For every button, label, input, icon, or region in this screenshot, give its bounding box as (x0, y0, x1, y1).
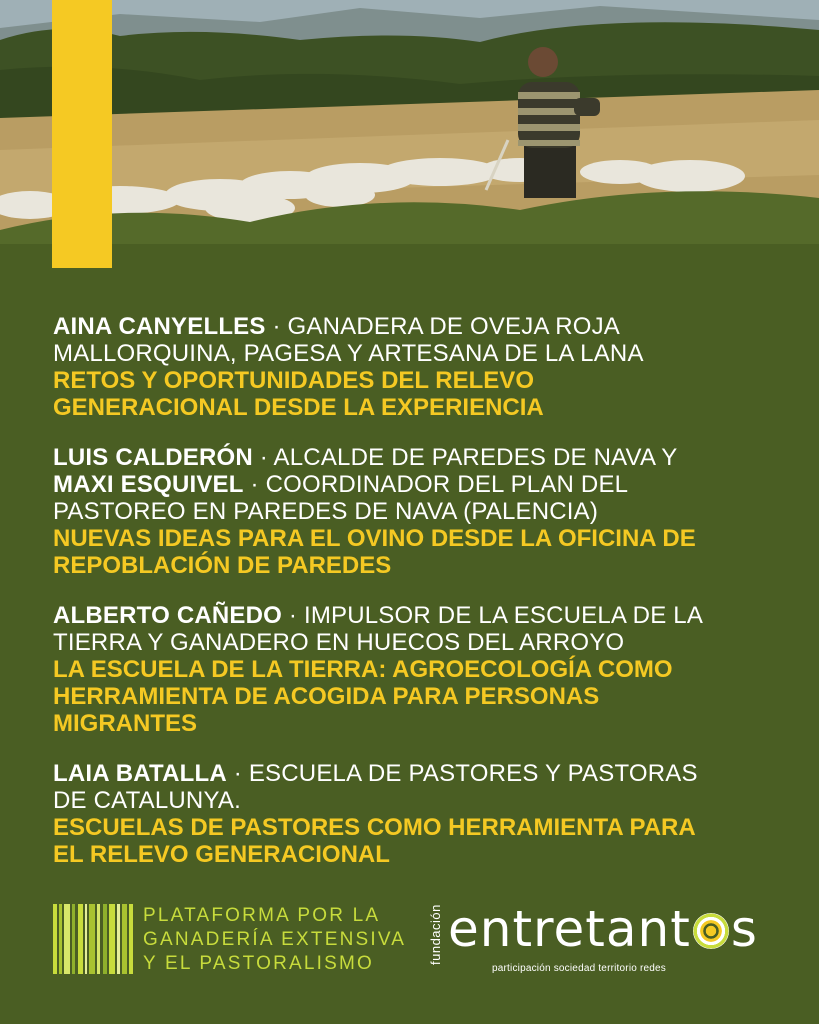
speaker-name: ALBERTO CAÑEDO (53, 602, 283, 629)
platform-line: PLATAFORMA POR LA (143, 905, 381, 926)
talk-title: NUEVAS IDEAS PARA EL OVINO DESDE LA OFICINA DE (53, 525, 696, 552)
speaker-role: · COORDINADOR DEL PLAN DEL (243, 471, 629, 498)
speaker-block (53, 760, 773, 868)
talk-title: LA ESCUELA DE LA TIERRA: AGROECOLOGÍA COMO (53, 656, 673, 683)
brand-text-end: s (730, 900, 758, 958)
entretantos-logo (428, 900, 768, 985)
speaker-name: MAXI ESQUIVEL (53, 471, 244, 498)
speaker-block (53, 313, 773, 421)
speaker-line (53, 602, 773, 629)
speaker-line (53, 787, 773, 814)
brand-wordmark (448, 900, 758, 958)
speaker-role: · ALCALDE DE PAREDES DE NAVA Y (252, 444, 678, 471)
speaker-role: MALLORQUINA, PAGESA Y ARTESANA DE LA LANA (53, 340, 644, 367)
talk-title: MIGRANTES (53, 710, 197, 737)
talk-title: ESCUELAS DE PASTORES COMO HERRAMIENTA PARA (53, 814, 696, 841)
speaker-line (53, 444, 773, 471)
speaker-line (53, 340, 773, 367)
speaker-role: DE CATALUNYA. (53, 787, 241, 814)
target-circle-icon (693, 913, 729, 949)
speaker-line (53, 629, 773, 656)
hero-photo-shepherd-with-flock (0, 0, 819, 244)
speaker-block (53, 444, 773, 579)
speaker-name: AINA CANYELLES (53, 313, 266, 340)
brand-text: entretant (448, 900, 691, 958)
talk-title: HERRAMIENTA DE ACOGIDA PARA PERSONAS (53, 683, 600, 710)
speaker-line (53, 471, 773, 498)
talk-title: RETOS Y OPORTUNIDADES DEL RELEVO (53, 367, 534, 394)
talk-title: EL RELEVO GENERACIONAL (53, 841, 390, 868)
platform-name (143, 904, 406, 976)
speaker-name: LAIA BATALLA (53, 760, 227, 787)
platform-line: GANADERÍA EXTENSIVA (143, 929, 407, 950)
brand-tagline: participación sociedad territorio redes (492, 963, 666, 974)
barcode-stripes-icon (53, 904, 133, 974)
speaker-name: LUIS CALDERÓN (53, 444, 253, 471)
speakers-list (53, 313, 773, 891)
speaker-line (53, 498, 773, 525)
speaker-role: · IMPULSOR DE LA ESCUELA DE LA (282, 602, 704, 629)
speaker-role: · ESCUELA DE PASTORES Y PASTORAS (226, 760, 698, 787)
platform-logo (53, 904, 406, 976)
fundacion-label: fundación (428, 904, 443, 965)
landscape-illustration (0, 0, 819, 244)
speaker-line (53, 313, 773, 340)
speaker-role: PASTOREO EN PAREDES DE NAVA (PALENCIA) (53, 498, 599, 525)
speaker-block (53, 602, 773, 737)
speaker-line (53, 760, 773, 787)
speaker-role: · GANADERA DE OVEJA ROJA (265, 313, 621, 340)
platform-line: Y EL PASTORALISMO (143, 953, 374, 974)
talk-title: GENERACIONAL DESDE LA EXPERIENCIA (53, 394, 544, 421)
talk-title: REPOBLACIÓN DE PAREDES (53, 552, 392, 579)
speaker-role: TIERRA Y GANADERO EN HUECOS DEL ARROYO (53, 629, 625, 656)
yellow-accent-bar (52, 0, 112, 268)
